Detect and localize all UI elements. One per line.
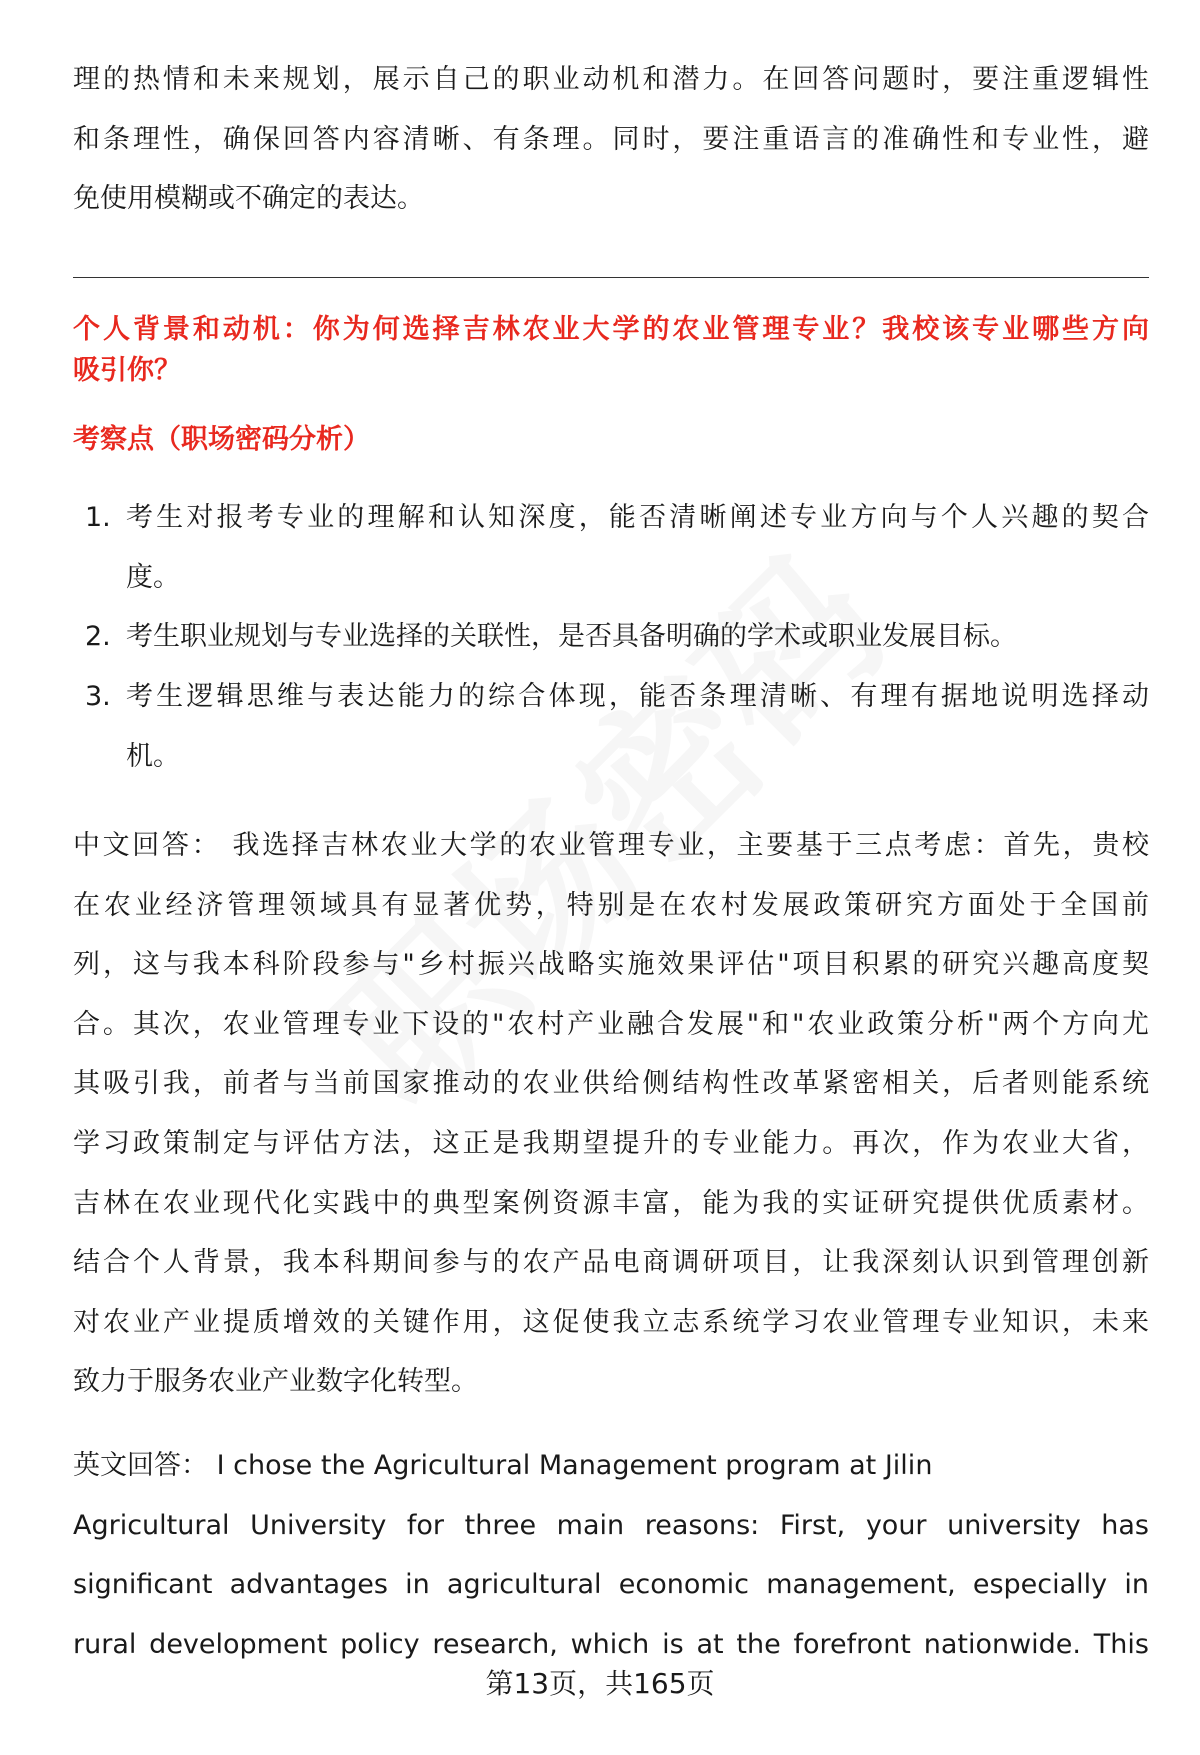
- heading-line: 吸引你？: [73, 355, 181, 386]
- question-heading: [73, 309, 1149, 391]
- english-answer: 英文回答： I chose the Agricultural Management program at Jilin Agricultural University for three main reasons: First, your university has significant advantages in agricultural economic management, especially in rural development policy research, which is at the forefront nationwide. This: [73, 1450, 1149, 1660]
- heading-line: 个人背景和动机：你为何选择吉林农业大学的农业管理专业？我校该专业哪些方向: [73, 314, 1149, 345]
- text-line: 理的热情和未来规划，展示自己的职业动机和潜力。在回答问题时，要注重逻辑性: [73, 64, 1149, 95]
- text-line: 免使用模糊或不确定的表达。: [73, 183, 424, 215]
- section-title: 考察点（职场密码分析）: [73, 424, 370, 455]
- chinese-answer: 中文回答： 我选择吉林农业大学的农业管理专业，主要基于三点考虑：首先，贵校 在农业经济管理领域具有显著优势，特别是在农村发展政策研究方面处于全国前 列，这与我本科阶段参与"乡村振兴战略实施效果评估"项目积累的研究兴趣高度契 合。其次，农业管理专业下设的"农村产业融合发展"和"农业政策分析"两个方向尤 其吸引我，前者与当前国家推动的农业供给侧结构性改革紧密相关，后者则能系统 学习政策制定与评估方法，这正是我期望提升的专业能力。再次，作为农业大省， 吉林在农业现代化实践中的典型案例资源丰富，能为我的实证研究提供优质素材。 结合个人背景，我本科期间参与的农产品电商调研项目，让我深刻认识到管理创新 对农业产业提质增效的关键作用，这促使我立志系统学习农业管理专业知识，未来 致力于服务农业产业数字化转型。: [73, 830, 1149, 1398]
- intro-paragraph: [73, 50, 1149, 229]
- text-line: 和条理性，确保回答内容清晰、有条理。同时，要注重语言的准确性和专业性，避: [73, 123, 1149, 155]
- section-divider: [73, 277, 1149, 278]
- page-number: 第13页，共165页: [485, 1667, 715, 1700]
